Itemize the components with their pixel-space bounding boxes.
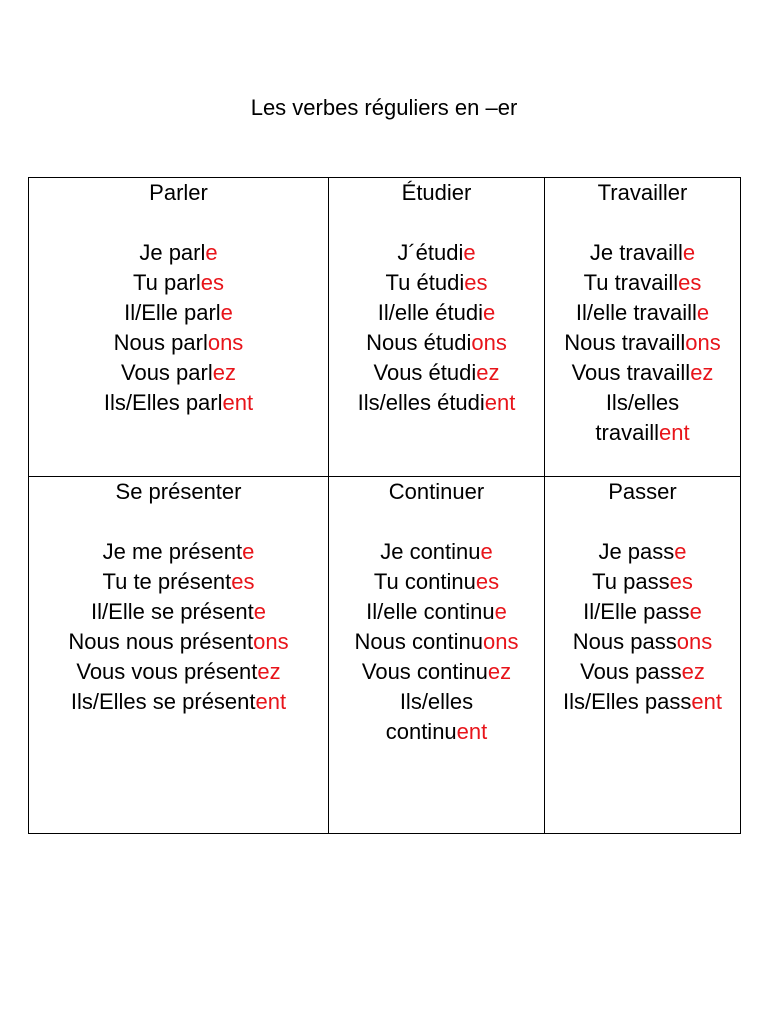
verb-ending: ons xyxy=(253,629,289,654)
verb-stem: Ils/elles xyxy=(399,689,474,714)
verb-stem: Il/elle étudi xyxy=(377,300,483,325)
table-row xyxy=(29,477,741,834)
conjugation-line xyxy=(545,388,740,418)
verb-infinitive: Passer xyxy=(608,479,677,504)
verb-ending: e xyxy=(689,599,702,624)
verb-ending: e xyxy=(242,539,255,564)
verb-stem: Je parl xyxy=(139,240,206,265)
verb-infinitive: Parler xyxy=(149,180,208,205)
verb-infinitive: Se présenter xyxy=(115,479,242,504)
verb-stem: Nous continu xyxy=(354,629,483,654)
conjugation-line xyxy=(29,687,328,717)
verb-stem: Vous continu xyxy=(361,659,488,684)
verb-ending: e xyxy=(494,599,507,624)
verb-stem: Nous nous présent xyxy=(68,629,254,654)
conjugation-line xyxy=(545,268,740,298)
verb-ending: e xyxy=(253,599,266,624)
verb-stem: Vous travaill xyxy=(571,360,691,385)
verb-stem: Tu travaill xyxy=(583,270,679,295)
verb-cell xyxy=(29,178,329,477)
verb-ending: es xyxy=(669,569,693,594)
verb-ending: ons xyxy=(471,330,507,355)
verb-stem: Nous parl xyxy=(113,330,208,355)
conjugation-line xyxy=(329,717,544,747)
conjugation-line xyxy=(545,627,740,657)
verb-ending: e xyxy=(696,300,710,325)
conjugation-line xyxy=(29,567,328,597)
conjugation-line xyxy=(329,687,544,717)
conjugation-line xyxy=(329,268,544,298)
verb-stem: Vous parl xyxy=(121,360,213,385)
verb-stem: Nous travaill xyxy=(564,330,686,355)
verb-infinitive: Travailler xyxy=(597,180,688,205)
verb-ending: es xyxy=(231,569,255,594)
verb-ending: ons xyxy=(482,629,519,654)
verb-cell xyxy=(545,178,741,477)
verb-stem: Ils/Elles parl xyxy=(103,390,223,415)
conjugation-line xyxy=(29,298,328,328)
verb-stem: Ils/elles xyxy=(605,390,680,415)
verb-ending: ez xyxy=(476,360,500,385)
conjugation-line xyxy=(29,358,328,388)
verb-stem: Ils/elles étudi xyxy=(357,390,485,415)
verb-stem: Tu étudi xyxy=(385,270,465,295)
verb-stem: Je pass xyxy=(598,539,675,564)
verb-stem: Tu parl xyxy=(133,270,201,295)
verb-ending: es xyxy=(475,569,500,594)
page-title: Les verbes réguliers en –er xyxy=(250,95,518,120)
verb-ending: e xyxy=(480,539,493,564)
verb-ending: ez xyxy=(681,659,705,684)
verb-stem: Nous étudi xyxy=(366,330,472,355)
conjugation-line xyxy=(29,597,328,627)
verb-cell xyxy=(329,178,545,477)
verb-ending: ez xyxy=(257,659,281,684)
conjugation-line xyxy=(545,418,740,448)
verb-stem: Il/Elle se présent xyxy=(91,599,254,624)
conjugation-line xyxy=(29,657,328,687)
conjugation-line xyxy=(329,298,544,328)
conjugation-line xyxy=(545,358,740,388)
verb-cell xyxy=(329,477,545,834)
conjugation-line xyxy=(29,537,328,567)
verb-ending: ez xyxy=(212,360,236,385)
conjugation-line xyxy=(545,567,740,597)
verb-stem: Je me présent xyxy=(102,539,243,564)
conjugation-line xyxy=(329,597,544,627)
verb-stem: Il/elle travaill xyxy=(575,300,697,325)
verb-stem: Nous pass xyxy=(572,629,677,654)
verb-ending: ent xyxy=(255,689,287,714)
verb-ending: e xyxy=(463,240,476,265)
verb-infinitive: Continuer xyxy=(388,479,485,504)
verb-cell xyxy=(29,477,329,834)
verb-ending: es xyxy=(464,270,488,295)
verb-stem: Je continu xyxy=(380,539,481,564)
verb-ending: e xyxy=(682,240,696,265)
conjugation-line xyxy=(329,627,544,657)
verb-ending: e xyxy=(482,300,496,325)
verb-stem: Je travaill xyxy=(589,240,683,265)
verb-ending: e xyxy=(220,300,233,325)
conjugation-line xyxy=(329,388,544,418)
verb-stem: Il/Elle parl xyxy=(124,300,221,325)
conjugation-line xyxy=(329,537,544,567)
verb-stem: Ils/Elles pass xyxy=(563,689,692,714)
verb-ending: ons xyxy=(685,330,721,355)
verb-cell xyxy=(545,477,741,834)
conjugation-line xyxy=(545,328,740,358)
conjugation-table xyxy=(28,177,741,834)
verb-ending: es xyxy=(200,270,224,295)
conjugation-line xyxy=(329,657,544,687)
verb-stem: Vous vous présent xyxy=(76,659,258,684)
verb-stem: Ils/Elles se présent xyxy=(70,689,256,714)
conjugation-line xyxy=(545,597,740,627)
verb-ending: ez xyxy=(690,360,714,385)
conjugation-line xyxy=(545,657,740,687)
verb-ending: es xyxy=(678,270,702,295)
verb-ending: ent xyxy=(484,390,516,415)
verb-ending: ent xyxy=(456,719,488,744)
conjugation-line xyxy=(329,358,544,388)
verb-ending: e xyxy=(674,539,687,564)
conjugation-line xyxy=(545,687,740,717)
conjugation-line xyxy=(29,627,328,657)
verb-stem: Tu pass xyxy=(592,569,670,594)
conjugation-line xyxy=(29,238,328,268)
conjugation-line xyxy=(329,238,544,268)
verb-ending: e xyxy=(205,240,218,265)
verb-stem: Vous étudi xyxy=(373,360,477,385)
verb-stem: travaill xyxy=(595,420,659,445)
verb-stem: Il/Elle pass xyxy=(583,599,690,624)
conjugation-line xyxy=(545,537,740,567)
verb-ending: ons xyxy=(207,330,244,355)
verb-stem: Tu continu xyxy=(373,569,476,594)
verb-stem: Vous pass xyxy=(580,659,682,684)
verb-ending: ent xyxy=(222,390,254,415)
verb-ending: ent xyxy=(691,689,722,714)
conjugation-line xyxy=(29,328,328,358)
verb-ending: ez xyxy=(487,659,512,684)
conjugation-line xyxy=(329,567,544,597)
table-row xyxy=(29,178,741,477)
verb-stem: J´étudi xyxy=(397,240,464,265)
verb-ending: ons xyxy=(676,629,713,654)
conjugation-line xyxy=(545,298,740,328)
verb-stem: continu xyxy=(385,719,457,744)
conjugation-line xyxy=(329,328,544,358)
verb-stem: Il/elle continu xyxy=(366,599,495,624)
conjugation-line xyxy=(29,268,328,298)
verb-infinitive: Étudier xyxy=(401,180,472,205)
verb-stem: Tu te présent xyxy=(102,569,232,594)
verb-ending: ent xyxy=(658,420,690,445)
conjugation-line xyxy=(29,388,328,418)
conjugation-line xyxy=(545,238,740,268)
